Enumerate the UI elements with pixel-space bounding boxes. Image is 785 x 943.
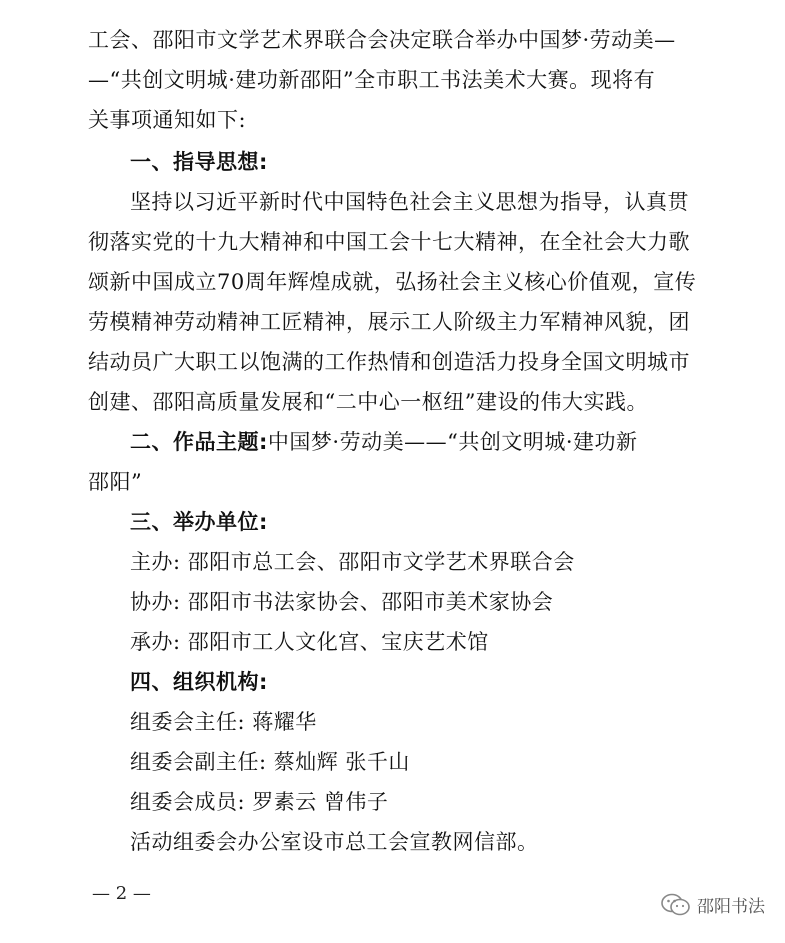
- section1-body-line: 彻落实党的十九大精神和中国工会十七大精神，在全社会大力歌: [88, 230, 690, 254]
- watermark-text: 邵阳书法: [697, 897, 765, 917]
- section1-body-line: 创建、邵阳高质量发展和“二中心一枢纽”建设的伟大实践。: [88, 390, 648, 414]
- section1-heading: 一、指导思想:: [130, 150, 268, 174]
- section1-body-line: 结动员广大职工以饱满的工作热情和创造活力投身全国文明城市: [88, 350, 690, 374]
- wechat-icon: [661, 893, 691, 917]
- section1-body-line: 颂新中国成立70周年辉煌成就，弘扬社会主义核心价值观，宣传: [88, 270, 697, 294]
- section3-row-organizer: 承办: 邵阳市工人文化宫、宝庆艺术馆: [130, 630, 489, 654]
- section2-text: 中国梦·劳动美——“共创文明城·建功新: [267, 430, 638, 454]
- watermark: [661, 892, 765, 917]
- section4-row-members: 组委会成员: 罗素云 曾伟子: [130, 790, 389, 814]
- section3-row-host: 主办: 邵阳市总工会、邵阳市文学艺术界联合会: [130, 550, 575, 574]
- section2-line: [130, 422, 770, 462]
- section3-row-co-host: 协办: 邵阳市书法家协会、邵阳市美术家协会: [130, 590, 554, 614]
- section4-heading: 四、组织机构:: [130, 670, 268, 694]
- section4-row-deputy: 组委会副主任: 蔡灿辉 张千山: [130, 750, 410, 774]
- section2-heading: 二、作品主题:: [130, 430, 268, 454]
- intro-line-3: 关事项通知如下:: [88, 108, 247, 132]
- section1-body-line: 坚持以习近平新时代中国特色社会主义思想为指导，认真贯: [130, 190, 689, 214]
- section1-body-line: 劳模精神劳动精神工匠精神，展示工人阶级主力军精神风貌，团: [88, 310, 690, 334]
- section4-row-office: 活动组委会办公室设市总工会宣教网信部。: [130, 830, 539, 854]
- page-number: — 2 —: [92, 883, 151, 904]
- intro-line-2: —“共创文明城·建功新邵阳”全市职工书法美术大赛。现将有: [88, 68, 656, 92]
- intro-line-1: 工会、邵阳市文学艺术界联合会决定联合举办中国梦·劳动美—: [88, 28, 676, 52]
- section4-row-director: 组委会主任: 蒋耀华: [130, 710, 317, 734]
- section2-continuation: 邵阳”: [88, 470, 143, 494]
- section3-heading: 三、举办单位:: [130, 510, 268, 534]
